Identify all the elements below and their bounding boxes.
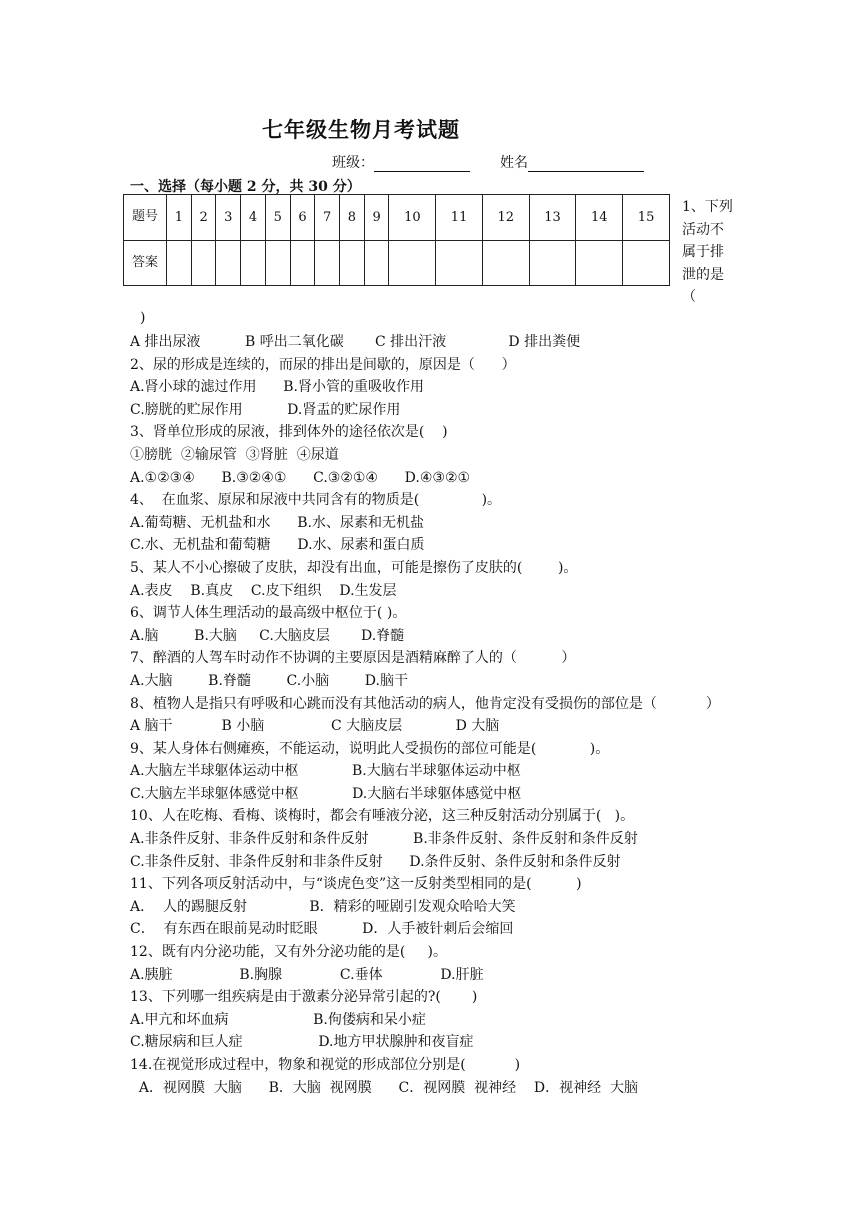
text-line: A.葡萄糖、无机盐和水 B.水、尿素和无机盐 — [130, 514, 424, 531]
text-line: A 排出尿液 B 呼出二氧化碳 C 排出汗液 D 排出粪便 — [130, 334, 581, 350]
text-line: C.大脑左半球躯体感觉中枢 D.大脑右半球躯体感觉中枢 — [130, 785, 522, 802]
answer-cell[interactable] — [315, 240, 340, 286]
question-number: 14 — [576, 195, 623, 241]
answer-cell[interactable] — [389, 240, 436, 286]
text-line: A． 人的踢腿反射 B．精彩的哑剧引发观众哈哈大笑 — [130, 898, 516, 915]
text-line: A.甲亢和坏血病 B.佝偻病和呆小症 — [130, 1011, 426, 1028]
question-number: 1 — [167, 195, 192, 241]
section-heading: 一、选择（每小题 2 分，共 30 分） — [130, 179, 361, 195]
text-line: 7、醉酒的人驾车时动作不协调的主要原因是酒精麻醉了人的（ ） — [130, 650, 576, 667]
question-number: 7 — [315, 195, 340, 241]
text-line: 10、人在吃梅、看梅、谈梅时，都会有唾液分泌，这三种反射活动分别属于( )。 — [130, 808, 635, 825]
text-line: C.水、无机盐和葡萄糖 D.水、尿素和蛋白质 — [130, 537, 425, 554]
answer-cell[interactable] — [290, 240, 315, 286]
text-line: A.脑 B.大脑 C.大脑皮层 D.脊髓 — [130, 627, 405, 644]
text-line: 11、下列各项反射活动中，与“谈虎色变”这一反射类型相同的是( ) — [130, 876, 582, 893]
text-line: A.大脑左半球躯体运动中枢 B.大脑右半球躯体运动中枢 — [130, 763, 521, 780]
answer-cell[interactable] — [364, 240, 389, 286]
text-line: 4、 在血浆、原尿和尿液中共同含有的物质是( )。 — [130, 492, 502, 509]
text-line: A.肾小球的滤过作用 B.肾小管的重吸收作用 — [130, 379, 424, 396]
question-number: 15 — [623, 195, 670, 241]
text-line: 12、既有内分泌功能，又有外分泌功能的是( )。 — [130, 944, 447, 961]
text-line: 6、调节人体生理活动的最高级中枢位于( )。 — [130, 605, 407, 622]
text-line: A.胰脏 B.胸腺 C.垂体 D.肝脏 — [130, 966, 484, 983]
row-label-answer: 答案 — [124, 240, 167, 286]
question-number: 2 — [191, 195, 216, 241]
class-blank[interactable] — [374, 157, 470, 172]
question-number: 9 — [364, 195, 389, 241]
answer-cell[interactable] — [482, 240, 529, 286]
answer-cell[interactable] — [340, 240, 365, 286]
text-line: A.①②③④ B.③②④① C.③②①④ D.④③②① — [130, 469, 471, 486]
question-number: 13 — [529, 195, 576, 241]
answer-cell[interactable] — [241, 240, 266, 286]
text-line: A．视网膜 大脑 B．大脑 视网膜 C．视网膜 视神经 D．视神经 大脑 — [130, 1079, 639, 1096]
question-number: 11 — [436, 195, 483, 241]
text-line: 3、肾单位形成的尿液，排到体外的途径依次是( ) — [130, 424, 448, 441]
question-number: 8 — [340, 195, 365, 241]
text-line: 2、尿的形成是连续的，而尿的排出是间歇的，原因是（ ） — [130, 356, 516, 373]
answer-table — [123, 194, 670, 286]
text-line: 5、某人不小心擦破了皮肤，却没有出血，可能是擦伤了皮肤的( )。 — [130, 559, 578, 576]
text-line: 8、植物人是指只有呼吸和心跳而没有其他活动的病人，他肯定没有受损伤的部位是（ ） — [130, 695, 720, 712]
text-line: C.非条件反射、非条件反射和非条件反射 D.条件反射、条件反射和条件反射 — [130, 853, 621, 870]
question-number: 6 — [290, 195, 315, 241]
student-info-line — [332, 152, 644, 172]
question-number: 10 — [389, 195, 436, 241]
question-number: 3 — [216, 195, 241, 241]
answer-cell[interactable] — [216, 240, 241, 286]
text-line: 13、下列哪一组疾病是由于激素分泌异常引起的?( ) — [130, 989, 478, 1006]
row-label-question: 题号 — [124, 195, 167, 241]
question-number-row — [124, 195, 670, 241]
question-1-close: ) — [140, 310, 146, 326]
answer-cell[interactable] — [191, 240, 216, 286]
question-lines — [130, 331, 750, 1099]
name-blank[interactable] — [528, 157, 644, 172]
text-line: A 脑干 B 小脑 C 大脑皮层 D 大脑 — [130, 718, 500, 735]
name-label: 姓名 — [500, 155, 528, 171]
question-number: 4 — [241, 195, 266, 241]
answer-row — [124, 240, 670, 286]
text-line: 14.在视觉形成过程中，物象和视觉的形成部位分别是( ) — [130, 1057, 521, 1073]
answer-cell[interactable] — [623, 240, 670, 286]
page-title: 七年级生物月考试题 — [262, 117, 460, 142]
text-line: ①膀胱 ②输尿管 ③肾脏 ④尿道 — [130, 446, 339, 463]
question-1-text: 1、下列活动不属于排泄的是 （ — [682, 199, 733, 305]
answer-cell[interactable] — [436, 240, 483, 286]
question-number: 12 — [482, 195, 529, 241]
answer-cell[interactable] — [167, 240, 192, 286]
question-number: 5 — [265, 195, 290, 241]
text-line: A.表皮 B.真皮 C.皮下组织 D.生发层 — [130, 582, 397, 599]
text-line: A.大脑 B.脊髓 C.小脑 D.脑干 — [130, 672, 408, 689]
answer-cell[interactable] — [576, 240, 623, 286]
answer-cell[interactable] — [529, 240, 576, 286]
text-line: A.非条件反射、非条件反射和条件反射 B.非条件反射、条件反射和条件反射 — [130, 831, 638, 848]
class-label: 班级： — [332, 155, 374, 171]
text-line: C.膀胱的贮尿作用 D.肾盂的贮尿作用 — [130, 401, 401, 418]
answer-cell[interactable] — [265, 240, 290, 286]
text-line: C． 有东西在眼前晃动时眨眼 D．人手被针刺后会缩回 — [130, 921, 514, 938]
text-line: 9、某人身体右侧瘫痪，不能运动，说明此人受损伤的部位可能是( )。 — [130, 740, 610, 757]
text-line: C.糖尿病和巨人症 D.地方甲状腺肿和夜盲症 — [130, 1034, 474, 1051]
